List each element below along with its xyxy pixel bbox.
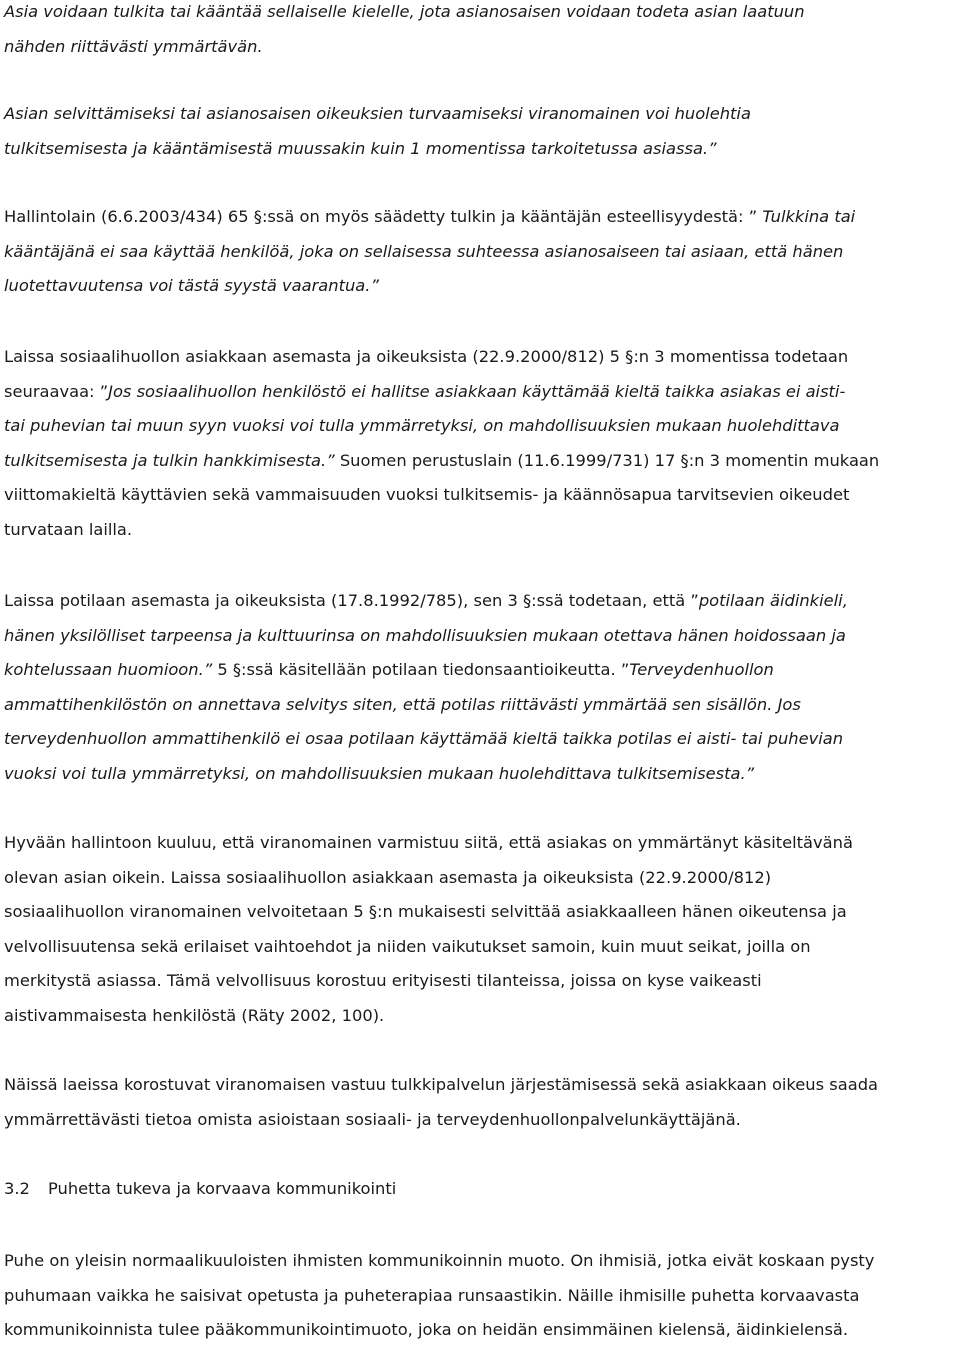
text-run: Hyvään hallintoon kuuluu, että viranomainen varmistuu siitä, että asiakas on ymmärtänyt käsiteltävänä	[4, 833, 853, 852]
paragraph	[4, 340, 879, 548]
text-line	[4, 757, 848, 792]
text-run: Laissa sosiaalihuollon asiakkaan asemasta ja oikeuksista (22.9.2000/812) 5 §:n 3 momentissa todetaan	[4, 347, 849, 366]
text-run: viittomakieltä käyttävien sekä vammaisuuden vuoksi tulkitsemis- ja käännösapua tarvitsevien oikeudet	[4, 485, 850, 505]
paragraph	[4, 584, 848, 792]
text-run: olevan asian oikein. Laissa sosiaalihuollon asiakkaan asemasta ja oikeuksista (22.9.2000/812)	[4, 867, 772, 887]
text-line	[4, 826, 853, 861]
italic-text: kääntäjänä ei saa käyttää henkilöä, joka on sellaisessa suhteessa asianosaiseen tai asiaan, että hänen	[4, 241, 844, 261]
section-title: Puhetta tukeva ja korvaava kommunikointi	[48, 1179, 397, 1198]
text-line	[4, 1313, 874, 1348]
italic-text: tai puhevian tai muun syyn vuoksi voi tulla ymmärretyksi, on mahdollisuuksien mukaan huolehdittava	[4, 416, 840, 436]
text-run: 5 §:ssä käsitellään potilaan tiedonsaantioikeutta. ”	[212, 660, 630, 680]
paragraph	[4, 1068, 878, 1137]
text-line	[4, 999, 853, 1034]
italic-text: Jos sosiaalihuollon henkilöstö ei hallitse asiakkaan käyttämää kieltä taikka asiakas ei aisti-	[108, 381, 846, 401]
italic-text: potilaan äidinkieli,	[698, 591, 848, 610]
text-run: velvollisuutensa sekä erilaiset vaihtoehdot ja niiden vaikutukset samoin, kuin muut seikat, joilla on	[4, 936, 811, 956]
text-line	[4, 340, 879, 375]
text-line	[4, 0, 805, 30]
text-line	[4, 1244, 874, 1279]
text-line	[4, 861, 853, 896]
italic-text: nähden riittävästi ymmärtävän.	[4, 36, 263, 56]
text-line	[4, 478, 879, 513]
text-line	[4, 97, 751, 132]
text-line	[4, 895, 853, 930]
paragraph	[4, 1244, 874, 1348]
italic-text: ammattihenkilöstön on annettava selvitys siten, että potilas riittävästi ymmärtää sen sisällön. Jos	[4, 694, 801, 714]
text-run: merkitystä asiassa. Tämä velvollisuus korostuu erityisesti tilanteissa, joissa on kyse vaikeasti	[4, 971, 762, 991]
text-line	[4, 688, 848, 723]
italic-text: Asian selvittämiseksi tai asianosaisen oikeuksien turvaamiseksi viranomainen voi huolehtia	[4, 104, 751, 123]
text-line	[4, 269, 855, 304]
text-line	[4, 409, 879, 444]
italic-text: hänen yksilölliset tarpeensa ja kulttuurinsa on mahdollisuuksien mukaan otettava hänen hoidossaan ja	[4, 625, 846, 645]
text-line	[4, 722, 848, 757]
text-line	[4, 1279, 874, 1314]
text-run: Näissä laeissa korostuvat viranomaisen vastuu tulkkipalvelun järjestämisessä sekä asiakkaan oikeus saada	[4, 1075, 879, 1094]
text-line	[4, 132, 751, 167]
text-line	[4, 619, 848, 654]
text-run: Puhe on yleisin normaalikuuloisten ihmisten kommunikoinnin muoto. On ihmisiä, jotka eivät koskaan pysty	[4, 1251, 875, 1270]
text-run: seuraavaa: ”	[4, 381, 109, 401]
text-run: Laissa potilaan asemasta ja oikeuksista (17.8.1992/785), sen 3 §:ssä todetaan, että ”	[4, 591, 699, 610]
text-line	[4, 375, 879, 410]
text-line	[4, 30, 805, 65]
italic-text: Tulkkina tai	[762, 207, 856, 226]
italic-text: vuoksi voi tulla ymmärretyksi, on mahdollisuuksien mukaan huolehdittava tulkitsemisesta.”	[4, 763, 755, 783]
section-heading	[4, 1172, 396, 1207]
text-line	[4, 930, 853, 965]
text-run: aistivammaisesta henkilöstä (Räty 2002, 100).	[4, 1005, 385, 1025]
text-run: sosiaalihuollon viranomainen velvoitetaan 5 §:n mukaisesti selvittää asiakkaalleen hänen oikeutensa ja	[4, 902, 847, 922]
text-line	[4, 200, 855, 235]
text-run: Hallintolain (6.6.2003/434) 65 §:ssä on myös säädetty tulkin ja kääntäjän esteellisyydestä: ”	[4, 207, 763, 226]
paragraph	[4, 0, 805, 64]
text-run: Suomen perustuslain (11.6.1999/731) 17 §:n 3 momentin mukaan	[334, 450, 880, 470]
italic-text: tulkitsemisesta ja kääntämisestä muussakin kuin 1 momentissa tarkoitetussa asiassa.”	[4, 138, 717, 158]
italic-text: terveydenhuollon ammattihenkilö ei osaa potilaan käyttämää kieltä taikka potilas ei aisti- tai puhevian	[4, 729, 844, 749]
text-line	[4, 513, 879, 548]
text-line	[4, 235, 855, 270]
text-run: puhumaan vaikka he saisivat opetusta ja puheterapiaa runsaastikin. Näille ihmisille puhetta korvaavasta	[4, 1285, 860, 1305]
text-line	[4, 584, 848, 619]
italic-text: Asia voidaan tulkita tai kääntää sellaiselle kielelle, jota asianosaisen voidaan todeta asian laatuun	[4, 2, 805, 21]
paragraph	[4, 826, 853, 1034]
text-line	[4, 444, 879, 479]
italic-text: tulkitsemisesta ja tulkin hankkimisesta.”	[4, 450, 335, 470]
text-run: ymmärrettävästi tietoa omista asioistaan sosiaali- ja terveydenhuollonpalvelunkäyttäjänä.	[4, 1109, 741, 1129]
italic-text: kohtelussaan huomioon.”	[4, 660, 213, 680]
paragraph	[4, 97, 751, 166]
text-line	[4, 964, 853, 999]
italic-text: luotettavuutensa voi tästä syystä vaarantua.”	[4, 276, 379, 296]
section-number: 3.2	[4, 1179, 30, 1198]
text-run: turvataan lailla.	[4, 519, 133, 539]
text-line	[4, 653, 848, 688]
text-line	[4, 1103, 878, 1138]
italic-text: Terveydenhuollon	[629, 660, 774, 680]
text-line	[4, 1068, 878, 1103]
paragraph	[4, 200, 855, 304]
text-run: kommunikoinnista tulee pääkommunikointimuoto, joka on heidän ensimmäinen kielensä, äidinkielensä.	[4, 1320, 849, 1340]
